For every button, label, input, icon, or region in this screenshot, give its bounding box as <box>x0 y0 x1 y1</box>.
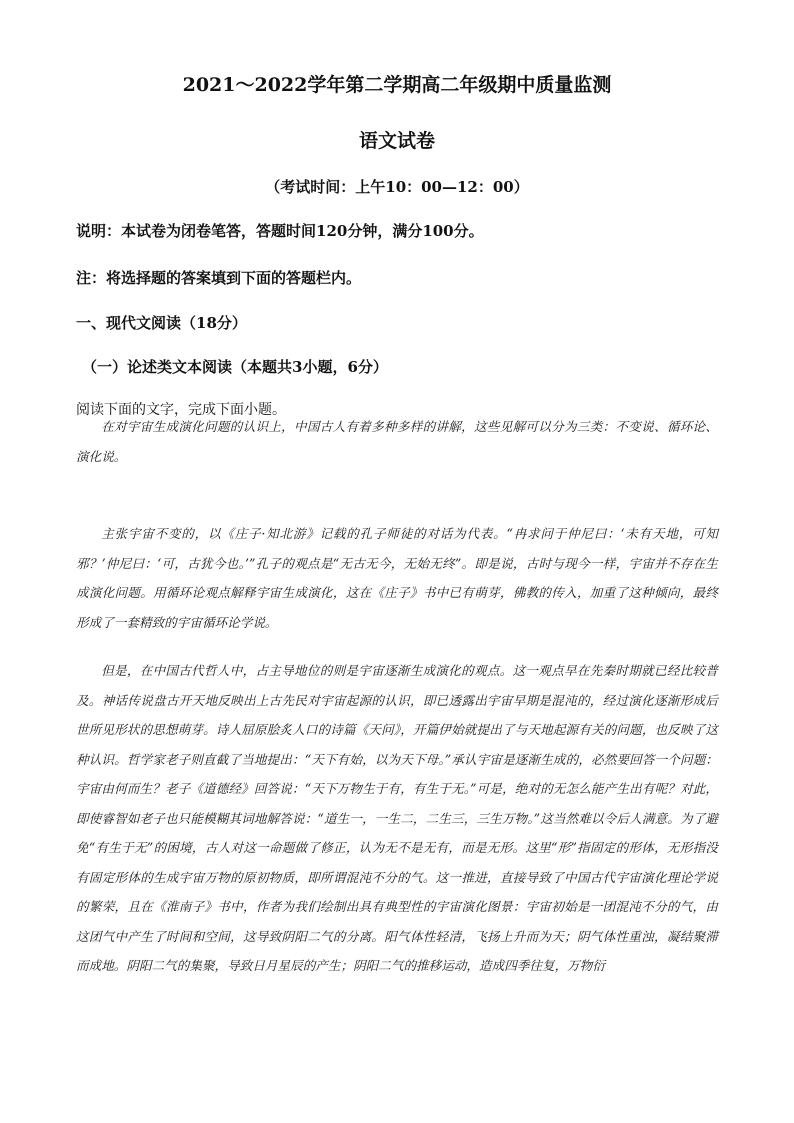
paragraph-text: 但是，在中国古代哲人中，占主导地位的则是宇宙逐渐生成演化的观点。这一观点早在先秦时期就已经比较普及。神话传说盘古开天地反映出上古先民对宇宙起源的认识，即已透露出宇宙早期是混沌的，经过演化逐渐形成后世所见形状的思想萌芽。诗人屈原脍炙人口的诗篇《天问》，开篇伊始就提出了与天地起源有关的问题，也反映了这种认识。哲学家老子则直截了当地提出：“天下有始，以为天下母。”承认宇宙是逐渐生成的，必然要回答一个问题：宇宙由何而生？老子《道德经》回答说：“天下万物生于有，有生于无。”可是，绝对的无怎么能产生出有呢？对此，即使睿智如老子也只能模糊其词地解答说：“道生一，一生二，二生三，三生万物。”这当然难以令后人满意。为了避免“有生于无”的困境，古人对这一命题做了修正，认为无不是无有，而是无形。这里“形”指固定的形体，无形指没有固定形体的生成宇宙万物的原初物质，即所谓混沌不分的气。这一推进，直接导致了中国古代宇宙演化理论学说的繁荣，且在《淮南子》书中，作者为我们绘制出具有典型性的宇宙演化图景：宇宙初始是一团混沌不分的气，由这团气中产生了时间和空间，这导致阴阳二气的分离。阳气体性轻清，飞扬上升而为天；阴气体性重浊，凝结聚滞而成地。阴阳二气的集聚，导致日月星辰的产生；阴阳二气的推移运动，造成四季往复，万物衍 <box>76 663 718 973</box>
passage-paragraph-2 <box>76 519 718 637</box>
exam-instruction: 说明：本试卷为闭卷笔答，答题时间120分钟，满分100分。 <box>76 222 484 240</box>
subsection-heading: （一）论述类文本阅读（本题共3小题，6分） <box>82 358 388 376</box>
paragraph-text: 在对宇宙生成演化问题的认识上，中国古人有着多种多样的讲解，这些见解可以分为三类：不变说、循环论、演化说。 <box>76 419 718 464</box>
exam-title: 2021～2022学年第二学期高二年级期中质量监测 <box>182 74 612 96</box>
section-heading: 一、现代文阅读（18分） <box>76 314 247 332</box>
exam-subject-title: 语文试卷 <box>358 130 435 152</box>
answer-note: 注：将选择题的答案填到下面的答题栏内。 <box>76 269 362 287</box>
paragraph-text: 主张宇宙不变的，以《庄子·知北游》记载的孔子师徒的对话为代表。“冉求问于仲尼曰：‘未有天地，可知邪？’仲尼曰：‘可，古犹今也。’”孔子的观点是“无古无今，无始无终”。即是说，古时与现今一样，宇宙并不存在生成演化问题。用循环论观点解释宇宙生成演化，这在《庄子》书中已有萌芽，佛教的传入，加重了这种倾向，最终形成了一套精致的宇宙循环论学说。 <box>76 526 718 630</box>
passage-paragraph-3 <box>76 656 718 981</box>
passage-paragraph-1 <box>76 412 718 471</box>
reading-instruction: 阅读下面的文字，完成下面小题。 <box>76 402 286 418</box>
exam-time: （考试时间：上午10：00—12：00） <box>265 178 529 196</box>
